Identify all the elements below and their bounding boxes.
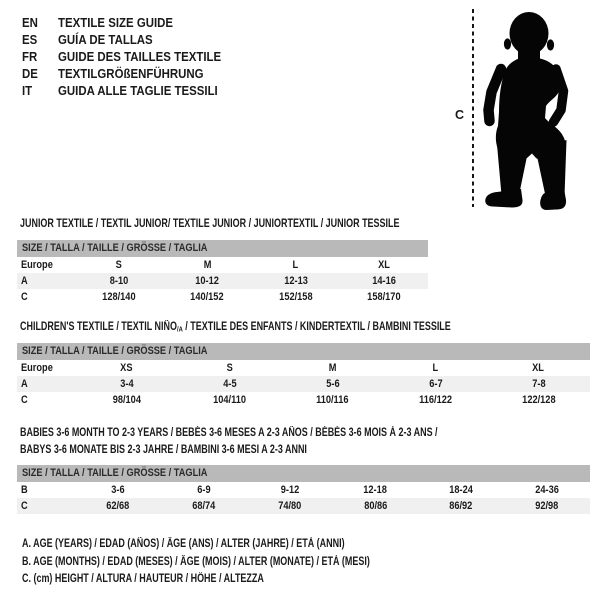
size-header-bar — [17, 343, 590, 360]
table-row-height — [17, 498, 590, 514]
size-cell: 8-10 — [109, 275, 129, 287]
row-label: C — [21, 394, 28, 406]
size-cell: M — [203, 259, 212, 271]
size-cell: XS — [120, 362, 133, 374]
language-code: EN — [22, 15, 38, 30]
size-cell: 4-5 — [222, 378, 237, 390]
row-label: C — [21, 500, 28, 512]
language-row-fr — [22, 48, 243, 65]
size-cell: 10-12 — [195, 275, 220, 287]
size-cell: 24-36 — [535, 484, 559, 496]
size-cell: 3-4 — [119, 378, 134, 390]
size-header-bar — [17, 465, 590, 482]
size-cell: 80/86 — [363, 500, 387, 512]
row-label: A — [21, 378, 28, 390]
height-measure-label: C — [455, 108, 465, 122]
size-header-text: SIZE / TALLA / TAILLE / GRÖSSE / TAGLIA — [22, 242, 208, 254]
language-header — [22, 14, 243, 99]
size-cell: 7-8 — [531, 378, 546, 390]
size-table-junior — [17, 240, 428, 305]
row-label: A — [21, 275, 28, 287]
row-label: C — [21, 291, 28, 303]
size-header-bar — [17, 240, 428, 257]
size-cell: 12-18 — [363, 484, 388, 496]
size-cell: 122/128 — [521, 394, 556, 406]
table-row-height — [17, 392, 590, 408]
babies-title-line2: BABYS 3-6 MONATE BIS 2-3 JAHRE / BAMBINI 3-6 MESI A 2-3 ANNI — [20, 444, 307, 456]
language-title: TEXTILE SIZE GUIDE — [58, 15, 174, 30]
size-cell: 104/110 — [213, 394, 246, 406]
size-cell: 62/68 — [106, 500, 130, 512]
table-row-age — [17, 376, 590, 392]
size-cell: 158/170 — [367, 291, 401, 303]
language-code: IT — [22, 83, 33, 98]
size-cell: 6-7 — [428, 378, 443, 390]
size-cell: 6-9 — [197, 484, 211, 496]
language-row-es — [22, 31, 243, 48]
size-cell: 116/122 — [419, 394, 452, 406]
size-cell: S — [226, 362, 233, 374]
size-cell: 92/98 — [535, 500, 559, 512]
footnote-a: A. AGE (YEARS) / EDAD (AÑOS) / ÂGE (ANS) / ALTER (JAHRE) / ETÀ (ANNI) — [22, 538, 345, 550]
language-code: DE — [22, 66, 38, 81]
size-cell: 68/74 — [192, 500, 216, 512]
language-title: GUIDA ALLE TAGLIE TESSILI — [58, 83, 218, 98]
size-cell: L — [432, 362, 439, 374]
junior-table-title-text: JUNIOR TEXTILE / TEXTIL JUNIOR/ TEXTILE JUNIOR / JUNIORTEXTIL / JUNIOR TESSILE — [20, 218, 400, 230]
row-label: Europe — [21, 259, 53, 271]
size-cell: 140/152 — [190, 291, 225, 303]
row-label: Europe — [21, 362, 53, 374]
footnotes — [22, 536, 468, 589]
language-row-de — [22, 65, 243, 82]
table-row-age — [17, 273, 428, 289]
size-cell: 98/104 — [112, 394, 141, 406]
height-measure-dashed-line — [472, 9, 474, 207]
size-cell: 5-6 — [325, 378, 340, 390]
size-header-text: SIZE / TALLA / TAILLE / GRÖSSE / TAGLIA — [22, 467, 208, 479]
size-cell: M — [328, 362, 337, 374]
title-post: / TEXTILE DES ENFANTS / KINDERTEXTIL / BAMBINI TESSILE — [182, 321, 451, 333]
babies-table-title — [20, 425, 555, 459]
size-cell: 152/158 — [278, 291, 313, 303]
size-header-text: SIZE / TALLA / TAILLE / GRÖSSE / TAGLIA — [22, 345, 208, 357]
language-title: GUÍA DE TALLAS — [58, 32, 153, 47]
table-row-europe — [17, 257, 428, 273]
children-table-title-text — [20, 320, 451, 337]
title-subscript: /A — [176, 324, 183, 334]
size-cell: S — [116, 259, 123, 271]
size-cell: 74/80 — [278, 500, 302, 512]
size-table-babies — [17, 465, 590, 514]
row-label: B — [21, 484, 28, 496]
title-pre: CHILDREN'S TEXTILE / TEXTIL NIÑO — [20, 321, 177, 333]
language-code: FR — [22, 49, 38, 64]
junior-table-title — [20, 217, 506, 231]
size-cell: 128/140 — [102, 291, 136, 303]
size-cell: L — [292, 259, 299, 271]
size-cell: 18-24 — [449, 484, 474, 496]
language-row-it — [22, 82, 243, 99]
size-cell: 12-13 — [283, 275, 308, 287]
size-cell: 110/116 — [316, 394, 349, 406]
size-cell: 3-6 — [111, 484, 125, 496]
footnote-b: B. AGE (MONTHS) / EDAD (MESES) / ÂGE (MOIS) / ALTER (MONATE) / ETÀ (MESI) — [22, 555, 370, 568]
language-title: TEXTILGRÖßENFÜHRUNG — [58, 66, 204, 81]
table-row-age-months — [17, 482, 590, 498]
size-cell: 9-12 — [280, 484, 299, 496]
children-table-title — [20, 320, 572, 337]
babies-title-line1: BABIES 3-6 MONTH TO 2-3 YEARS / BEBÉS 3-6 MESES A 2-3 AÑOS / BÉBÉS 3-6 MOIS À 2-3 ANS / — [20, 427, 438, 439]
size-cell: XL — [532, 362, 545, 374]
size-cell: XL — [377, 259, 390, 271]
language-row-en — [22, 14, 243, 31]
size-cell: 86/92 — [449, 500, 473, 512]
table-row-height — [17, 289, 428, 305]
language-title: GUIDE DES TAILLES TEXTILE — [58, 49, 222, 64]
baby-silhouette-icon — [480, 0, 600, 215]
language-code: ES — [22, 32, 38, 47]
footnote-c: C. (cm) HEIGHT / ALTURA / HAUTEUR / HÖHE / ALTEZZA — [22, 573, 264, 585]
size-table-children — [17, 343, 590, 408]
size-cell: 14-16 — [372, 275, 396, 287]
table-row-europe — [17, 360, 590, 376]
